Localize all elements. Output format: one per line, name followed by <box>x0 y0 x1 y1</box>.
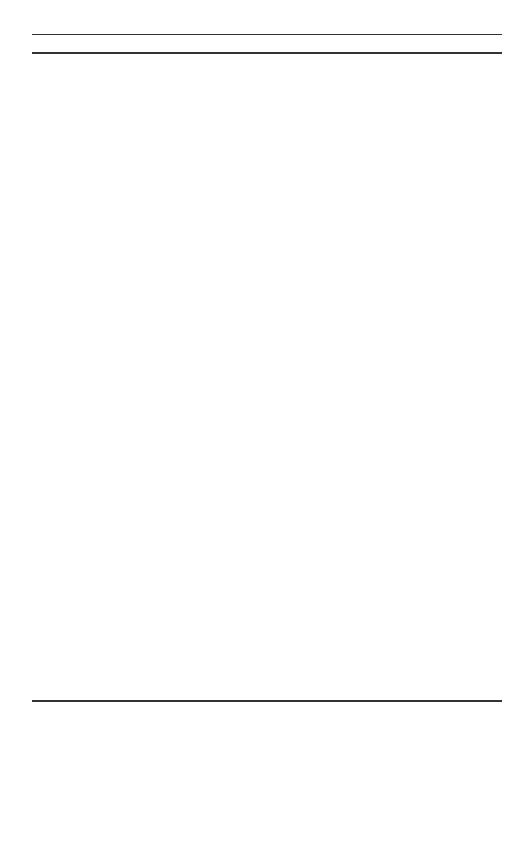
chromatography-paragraph <box>32 754 504 775</box>
table-bottom-rule <box>32 700 502 702</box>
table-top-rule <box>32 52 502 54</box>
top-rule <box>32 34 502 35</box>
